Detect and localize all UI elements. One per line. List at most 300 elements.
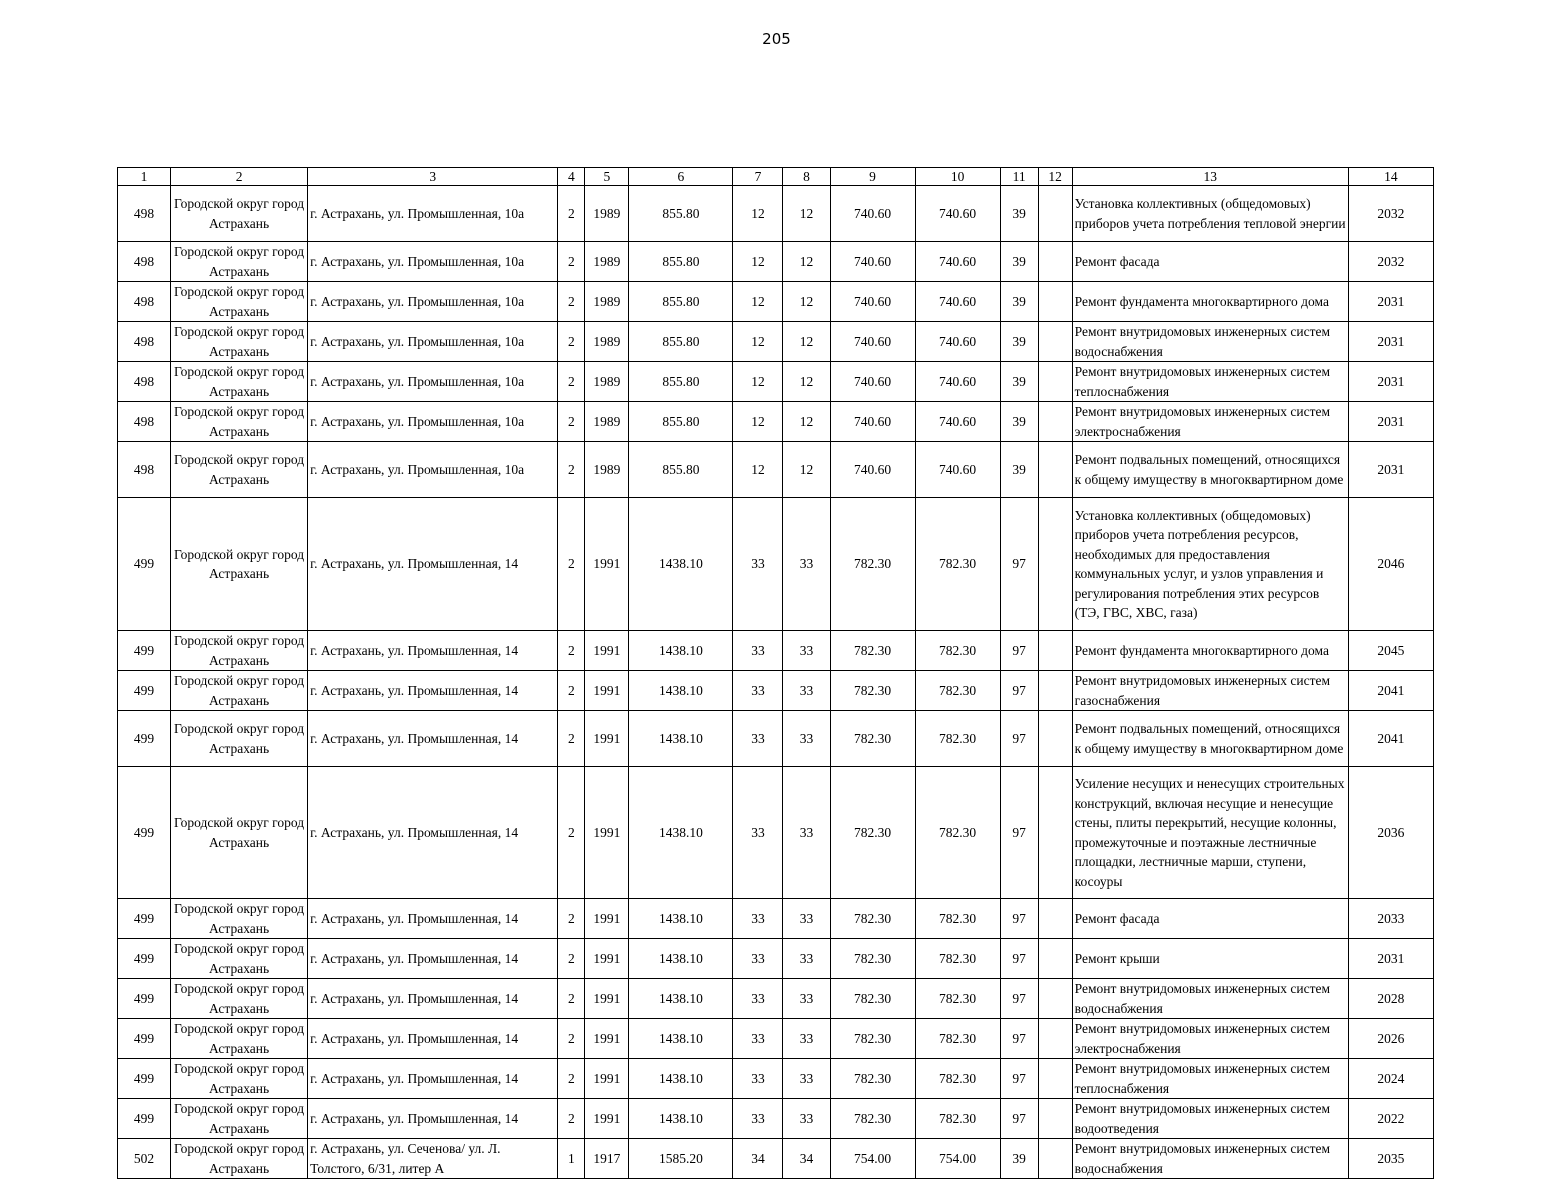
residents-cell: 97 (1000, 498, 1038, 631)
area-cell: 740.60 (830, 442, 915, 498)
year-cell: 1989 (585, 362, 629, 402)
address-cell: г. Астрахань, ул. Сеченова/ ул. Л. Толстого, 6/31, литер А (308, 1139, 558, 1179)
col12-cell (1038, 767, 1072, 899)
row-number-cell: 498 (118, 442, 171, 498)
table-row (118, 442, 1434, 498)
row-number-cell: 498 (118, 186, 171, 242)
col12-cell (1038, 442, 1072, 498)
floors-cell: 2 (558, 671, 585, 711)
planned-year-cell: 2031 (1348, 322, 1433, 362)
table-row (118, 767, 1434, 899)
floors-cell: 2 (558, 979, 585, 1019)
total-area-cell: 1438.10 (629, 1059, 733, 1099)
column-header: 13 (1072, 168, 1348, 186)
total-area-cell: 1438.10 (629, 498, 733, 631)
year-cell: 1989 (585, 242, 629, 282)
area-cell: 740.60 (830, 362, 915, 402)
municipality-cell: Городской округ город Астрахань (171, 498, 308, 631)
residential-area-cell: 740.60 (915, 402, 1000, 442)
address-cell: г. Астрахань, ул. Промышленная, 14 (308, 767, 558, 899)
col7-cell: 33 (733, 767, 783, 899)
table-row (118, 242, 1434, 282)
address-cell: г. Астрахань, ул. Промышленная, 14 (308, 631, 558, 671)
planned-year-cell: 2024 (1348, 1059, 1433, 1099)
planned-year-cell: 2046 (1348, 498, 1433, 631)
col8-cell: 12 (783, 242, 830, 282)
year-cell: 1991 (585, 498, 629, 631)
municipality-cell: Городской округ город Астрахань (171, 242, 308, 282)
address-cell: г. Астрахань, ул. Промышленная, 14 (308, 1059, 558, 1099)
planned-year-cell: 2032 (1348, 242, 1433, 282)
planned-year-cell: 2031 (1348, 442, 1433, 498)
column-number-header-row (118, 168, 1434, 186)
work-type-cell: Усиление несущих и ненесущих строительных конструкций, включая несущие и ненесущие стены, плиты перекрытий, несущие колонны, промежуточные и поэтажные лестничные площадки, лестничные марши, ступени, косоуры (1072, 767, 1348, 899)
row-number-cell: 499 (118, 711, 171, 767)
work-type-cell: Установка коллективных (общедомовых) приборов учета потребления тепловой энергии (1072, 186, 1348, 242)
year-cell: 1991 (585, 1059, 629, 1099)
table-row (118, 899, 1434, 939)
work-type-cell: Ремонт фасада (1072, 899, 1348, 939)
municipality-cell: Городской округ город Астрахань (171, 362, 308, 402)
area-cell: 740.60 (830, 322, 915, 362)
residents-cell: 97 (1000, 631, 1038, 671)
planned-year-cell: 2026 (1348, 1019, 1433, 1059)
col8-cell: 33 (783, 711, 830, 767)
column-header: 1 (118, 168, 171, 186)
page-number: 205 (762, 30, 791, 48)
column-header: 2 (171, 168, 308, 186)
column-header: 5 (585, 168, 629, 186)
row-number-cell: 499 (118, 979, 171, 1019)
address-cell: г. Астрахань, ул. Промышленная, 14 (308, 1019, 558, 1059)
floors-cell: 2 (558, 1059, 585, 1099)
residential-area-cell: 782.30 (915, 631, 1000, 671)
year-cell: 1991 (585, 711, 629, 767)
total-area-cell: 1438.10 (629, 939, 733, 979)
row-number-cell: 502 (118, 1139, 171, 1179)
residents-cell: 97 (1000, 671, 1038, 711)
planned-year-cell: 2028 (1348, 979, 1433, 1019)
area-cell: 782.30 (830, 631, 915, 671)
work-type-cell: Ремонт внутридомовых инженерных систем водоотведения (1072, 1099, 1348, 1139)
row-number-cell: 499 (118, 939, 171, 979)
col12-cell (1038, 186, 1072, 242)
floors-cell: 2 (558, 282, 585, 322)
column-header: 7 (733, 168, 783, 186)
total-area-cell: 855.80 (629, 442, 733, 498)
planned-year-cell: 2022 (1348, 1099, 1433, 1139)
col7-cell: 12 (733, 186, 783, 242)
planned-year-cell: 2035 (1348, 1139, 1433, 1179)
total-area-cell: 1438.10 (629, 979, 733, 1019)
work-type-cell: Ремонт внутридомовых инженерных систем теплоснабжения (1072, 1059, 1348, 1099)
year-cell: 1989 (585, 186, 629, 242)
work-type-cell: Ремонт подвальных помещений, относящихся к общему имуществу в многоквартирном доме (1072, 442, 1348, 498)
area-cell: 740.60 (830, 402, 915, 442)
row-number-cell: 498 (118, 282, 171, 322)
col8-cell: 33 (783, 767, 830, 899)
col8-cell: 33 (783, 979, 830, 1019)
col12-cell (1038, 1139, 1072, 1179)
col12-cell (1038, 242, 1072, 282)
address-cell: г. Астрахань, ул. Промышленная, 14 (308, 711, 558, 767)
municipality-cell: Городской округ город Астрахань (171, 631, 308, 671)
year-cell: 1991 (585, 631, 629, 671)
address-cell: г. Астрахань, ул. Промышленная, 10а (308, 402, 558, 442)
area-cell: 782.30 (830, 1099, 915, 1139)
col12-cell (1038, 711, 1072, 767)
total-area-cell: 1438.10 (629, 631, 733, 671)
area-cell: 782.30 (830, 939, 915, 979)
column-header: 3 (308, 168, 558, 186)
residential-area-cell: 782.30 (915, 979, 1000, 1019)
col7-cell: 33 (733, 899, 783, 939)
floors-cell: 2 (558, 631, 585, 671)
col12-cell (1038, 498, 1072, 631)
address-cell: г. Астрахань, ул. Промышленная, 10а (308, 282, 558, 322)
col7-cell: 12 (733, 282, 783, 322)
floors-cell: 2 (558, 442, 585, 498)
col7-cell: 33 (733, 631, 783, 671)
residential-area-cell: 782.30 (915, 711, 1000, 767)
year-cell: 1917 (585, 1139, 629, 1179)
row-number-cell: 499 (118, 631, 171, 671)
col7-cell: 12 (733, 442, 783, 498)
address-cell: г. Астрахань, ул. Промышленная, 14 (308, 671, 558, 711)
area-cell: 782.30 (830, 767, 915, 899)
col7-cell: 33 (733, 671, 783, 711)
address-cell: г. Астрахань, ул. Промышленная, 14 (308, 498, 558, 631)
table-row (118, 1019, 1434, 1059)
floors-cell: 2 (558, 767, 585, 899)
planned-year-cell: 2041 (1348, 711, 1433, 767)
year-cell: 1991 (585, 899, 629, 939)
col12-cell (1038, 1059, 1072, 1099)
residential-area-cell: 754.00 (915, 1139, 1000, 1179)
residential-area-cell: 782.30 (915, 498, 1000, 631)
floors-cell: 2 (558, 1099, 585, 1139)
area-cell: 782.30 (830, 711, 915, 767)
municipality-cell: Городской округ город Астрахань (171, 939, 308, 979)
residents-cell: 39 (1000, 322, 1038, 362)
col8-cell: 12 (783, 322, 830, 362)
address-cell: г. Астрахань, ул. Промышленная, 10а (308, 322, 558, 362)
floors-cell: 1 (558, 1139, 585, 1179)
col7-cell: 33 (733, 711, 783, 767)
planned-year-cell: 2031 (1348, 402, 1433, 442)
col12-cell (1038, 402, 1072, 442)
floors-cell: 2 (558, 498, 585, 631)
work-type-cell: Ремонт внутридомовых инженерных систем водоснабжения (1072, 979, 1348, 1019)
col8-cell: 12 (783, 186, 830, 242)
municipality-cell: Городской округ город Астрахань (171, 322, 308, 362)
work-type-cell: Установка коллективных (общедомовых) приборов учета потребления ресурсов, необходимых для предоставления коммунальных услуг, и узлов управления и регулирования потребления этих ресурсов (ТЭ, ГВС, ХВС, газа) (1072, 498, 1348, 631)
municipality-cell: Городской округ город Астрахань (171, 711, 308, 767)
table-row (118, 1059, 1434, 1099)
address-cell: г. Астрахань, ул. Промышленная, 14 (308, 899, 558, 939)
work-type-cell: Ремонт фундамента многоквартирного дома (1072, 631, 1348, 671)
floors-cell: 2 (558, 242, 585, 282)
floors-cell: 2 (558, 402, 585, 442)
col8-cell: 33 (783, 671, 830, 711)
col12-cell (1038, 631, 1072, 671)
year-cell: 1991 (585, 1019, 629, 1059)
column-header: 12 (1038, 168, 1072, 186)
residents-cell: 39 (1000, 242, 1038, 282)
work-type-cell: Ремонт внутридомовых инженерных систем водоснабжения (1072, 1139, 1348, 1179)
work-type-cell: Ремонт внутридомовых инженерных систем электроснабжения (1072, 402, 1348, 442)
residential-area-cell: 740.60 (915, 282, 1000, 322)
address-cell: г. Астрахань, ул. Промышленная, 14 (308, 939, 558, 979)
col12-cell (1038, 939, 1072, 979)
table-row (118, 498, 1434, 631)
residential-area-cell: 740.60 (915, 242, 1000, 282)
municipality-cell: Городской округ город Астрахань (171, 186, 308, 242)
col12-cell (1038, 362, 1072, 402)
area-cell: 782.30 (830, 899, 915, 939)
col8-cell: 33 (783, 631, 830, 671)
column-header: 8 (783, 168, 830, 186)
col8-cell: 12 (783, 362, 830, 402)
residents-cell: 39 (1000, 1139, 1038, 1179)
col12-cell (1038, 322, 1072, 362)
planned-year-cell: 2032 (1348, 186, 1433, 242)
row-number-cell: 499 (118, 767, 171, 899)
col12-cell (1038, 671, 1072, 711)
table-row (118, 322, 1434, 362)
col8-cell: 33 (783, 1019, 830, 1059)
col12-cell (1038, 1099, 1072, 1139)
address-cell: г. Астрахань, ул. Промышленная, 10а (308, 442, 558, 498)
residents-cell: 39 (1000, 442, 1038, 498)
municipality-cell: Городской округ город Астрахань (171, 899, 308, 939)
residents-cell: 39 (1000, 402, 1038, 442)
col7-cell: 12 (733, 322, 783, 362)
planned-year-cell: 2031 (1348, 362, 1433, 402)
municipality-cell: Городской округ город Астрахань (171, 282, 308, 322)
residents-cell: 97 (1000, 1059, 1038, 1099)
area-cell: 782.30 (830, 671, 915, 711)
residential-area-cell: 740.60 (915, 442, 1000, 498)
planned-year-cell: 2036 (1348, 767, 1433, 899)
col7-cell: 33 (733, 979, 783, 1019)
residents-cell: 97 (1000, 939, 1038, 979)
row-number-cell: 499 (118, 671, 171, 711)
planned-year-cell: 2045 (1348, 631, 1433, 671)
residential-area-cell: 782.30 (915, 1099, 1000, 1139)
municipality-cell: Городской округ город Астрахань (171, 1139, 308, 1179)
year-cell: 1991 (585, 1099, 629, 1139)
residential-area-cell: 782.30 (915, 1019, 1000, 1059)
year-cell: 1989 (585, 442, 629, 498)
col8-cell: 33 (783, 498, 830, 631)
municipality-cell: Городской округ город Астрахань (171, 671, 308, 711)
year-cell: 1989 (585, 282, 629, 322)
residential-area-cell: 740.60 (915, 186, 1000, 242)
column-header: 10 (915, 168, 1000, 186)
col8-cell: 34 (783, 1139, 830, 1179)
municipality-cell: Городской округ город Астрахань (171, 767, 308, 899)
col7-cell: 33 (733, 939, 783, 979)
municipality-cell: Городской округ город Астрахань (171, 979, 308, 1019)
col7-cell: 12 (733, 242, 783, 282)
year-cell: 1989 (585, 322, 629, 362)
area-cell: 740.60 (830, 282, 915, 322)
address-cell: г. Астрахань, ул. Промышленная, 10а (308, 186, 558, 242)
row-number-cell: 498 (118, 362, 171, 402)
total-area-cell: 855.80 (629, 322, 733, 362)
work-type-cell: Ремонт фундамента многоквартирного дома (1072, 282, 1348, 322)
work-type-cell: Ремонт внутридомовых инженерных систем водоснабжения (1072, 322, 1348, 362)
column-header: 14 (1348, 168, 1433, 186)
row-number-cell: 498 (118, 402, 171, 442)
table-row (118, 402, 1434, 442)
area-cell: 754.00 (830, 1139, 915, 1179)
residents-cell: 97 (1000, 1019, 1038, 1059)
col12-cell (1038, 899, 1072, 939)
row-number-cell: 499 (118, 1019, 171, 1059)
year-cell: 1991 (585, 939, 629, 979)
table-row (118, 711, 1434, 767)
total-area-cell: 1438.10 (629, 671, 733, 711)
work-type-cell: Ремонт подвальных помещений, относящихся к общему имуществу в многоквартирном доме (1072, 711, 1348, 767)
area-cell: 782.30 (830, 1019, 915, 1059)
row-number-cell: 499 (118, 899, 171, 939)
table-row (118, 362, 1434, 402)
residential-area-cell: 782.30 (915, 767, 1000, 899)
work-type-cell: Ремонт крыши (1072, 939, 1348, 979)
table-row (118, 979, 1434, 1019)
residential-area-cell: 782.30 (915, 1059, 1000, 1099)
area-cell: 740.60 (830, 242, 915, 282)
column-header: 11 (1000, 168, 1038, 186)
col7-cell: 33 (733, 1019, 783, 1059)
table-row (118, 186, 1434, 242)
year-cell: 1991 (585, 671, 629, 711)
residents-cell: 97 (1000, 979, 1038, 1019)
col7-cell: 12 (733, 362, 783, 402)
floors-cell: 2 (558, 939, 585, 979)
col12-cell (1038, 979, 1072, 1019)
planned-year-cell: 2031 (1348, 282, 1433, 322)
col7-cell: 33 (733, 498, 783, 631)
row-number-cell: 499 (118, 1099, 171, 1139)
total-area-cell: 1438.10 (629, 1099, 733, 1139)
col7-cell: 33 (733, 1099, 783, 1139)
residential-area-cell: 782.30 (915, 939, 1000, 979)
row-number-cell: 499 (118, 1059, 171, 1099)
col8-cell: 12 (783, 282, 830, 322)
floors-cell: 2 (558, 1019, 585, 1059)
row-number-cell: 498 (118, 322, 171, 362)
municipality-cell: Городской округ город Астрахань (171, 1019, 308, 1059)
municipality-cell: Городской округ город Астрахань (171, 1059, 308, 1099)
capital-repair-table (117, 167, 1434, 1179)
col8-cell: 12 (783, 442, 830, 498)
col7-cell: 12 (733, 402, 783, 442)
residential-area-cell: 782.30 (915, 899, 1000, 939)
work-type-cell: Ремонт фасада (1072, 242, 1348, 282)
area-cell: 740.60 (830, 186, 915, 242)
residential-area-cell: 740.60 (915, 322, 1000, 362)
floors-cell: 2 (558, 899, 585, 939)
col12-cell (1038, 1019, 1072, 1059)
row-number-cell: 498 (118, 242, 171, 282)
address-cell: г. Астрахань, ул. Промышленная, 14 (308, 979, 558, 1019)
residents-cell: 39 (1000, 186, 1038, 242)
total-area-cell: 1585.20 (629, 1139, 733, 1179)
residential-area-cell: 740.60 (915, 362, 1000, 402)
total-area-cell: 855.80 (629, 282, 733, 322)
total-area-cell: 1438.10 (629, 767, 733, 899)
total-area-cell: 855.80 (629, 186, 733, 242)
total-area-cell: 855.80 (629, 362, 733, 402)
residents-cell: 97 (1000, 767, 1038, 899)
work-type-cell: Ремонт внутридомовых инженерных систем теплоснабжения (1072, 362, 1348, 402)
col8-cell: 33 (783, 899, 830, 939)
year-cell: 1991 (585, 767, 629, 899)
year-cell: 1989 (585, 402, 629, 442)
col7-cell: 33 (733, 1059, 783, 1099)
col8-cell: 12 (783, 402, 830, 442)
planned-year-cell: 2031 (1348, 939, 1433, 979)
col7-cell: 34 (733, 1139, 783, 1179)
planned-year-cell: 2033 (1348, 899, 1433, 939)
area-cell: 782.30 (830, 979, 915, 1019)
municipality-cell: Городской округ город Астрахань (171, 1099, 308, 1139)
table-row (118, 1099, 1434, 1139)
column-header: 9 (830, 168, 915, 186)
floors-cell: 2 (558, 711, 585, 767)
year-cell: 1991 (585, 979, 629, 1019)
total-area-cell: 1438.10 (629, 711, 733, 767)
row-number-cell: 499 (118, 498, 171, 631)
table-row (118, 939, 1434, 979)
table-row (118, 631, 1434, 671)
address-cell: г. Астрахань, ул. Промышленная, 10а (308, 362, 558, 402)
table-row (118, 282, 1434, 322)
residents-cell: 39 (1000, 282, 1038, 322)
address-cell: г. Астрахань, ул. Промышленная, 14 (308, 1099, 558, 1139)
planned-year-cell: 2041 (1348, 671, 1433, 711)
col8-cell: 33 (783, 1059, 830, 1099)
table-row (118, 671, 1434, 711)
floors-cell: 2 (558, 186, 585, 242)
table-row (118, 1139, 1434, 1179)
column-header: 6 (629, 168, 733, 186)
work-type-cell: Ремонт внутридомовых инженерных систем электроснабжения (1072, 1019, 1348, 1059)
floors-cell: 2 (558, 362, 585, 402)
area-cell: 782.30 (830, 498, 915, 631)
residents-cell: 97 (1000, 899, 1038, 939)
work-type-cell: Ремонт внутридомовых инженерных систем газоснабжения (1072, 671, 1348, 711)
column-header: 4 (558, 168, 585, 186)
municipality-cell: Городской округ город Астрахань (171, 442, 308, 498)
total-area-cell: 1438.10 (629, 899, 733, 939)
residents-cell: 97 (1000, 1099, 1038, 1139)
residential-area-cell: 782.30 (915, 671, 1000, 711)
col8-cell: 33 (783, 1099, 830, 1139)
total-area-cell: 855.80 (629, 402, 733, 442)
col8-cell: 33 (783, 939, 830, 979)
floors-cell: 2 (558, 322, 585, 362)
total-area-cell: 1438.10 (629, 1019, 733, 1059)
col12-cell (1038, 282, 1072, 322)
total-area-cell: 855.80 (629, 242, 733, 282)
residents-cell: 39 (1000, 362, 1038, 402)
residents-cell: 97 (1000, 711, 1038, 767)
municipality-cell: Городской округ город Астрахань (171, 402, 308, 442)
